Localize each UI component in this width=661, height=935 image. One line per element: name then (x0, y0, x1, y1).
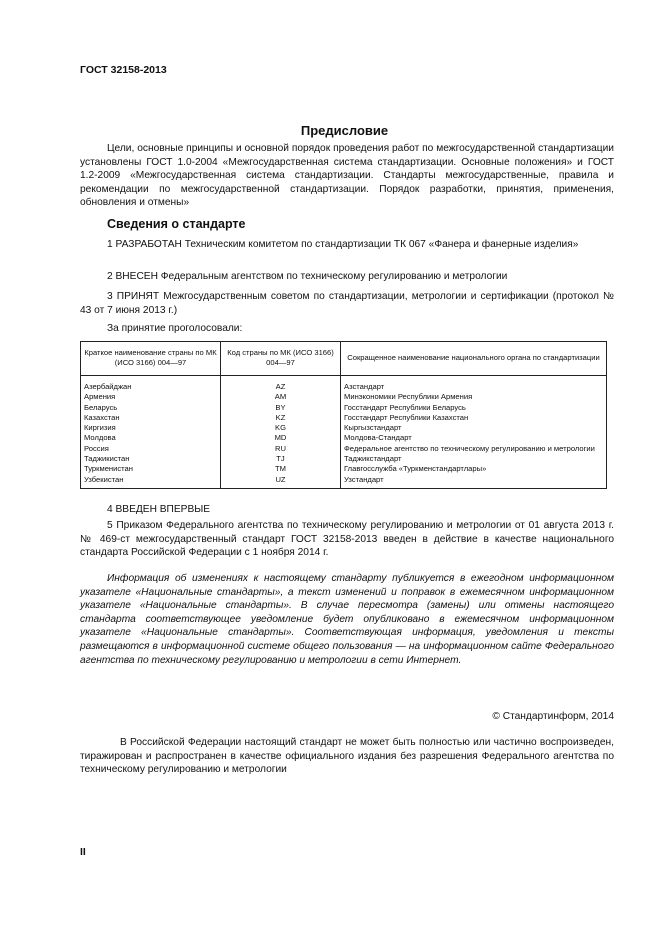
info-title: Сведения о стандарте (107, 217, 246, 231)
voting-table (80, 341, 607, 489)
country-cell: Туркменистан (81, 464, 221, 474)
country-cell: Россия (81, 444, 221, 454)
changes-notice: Информация об изменениях к настоящему стандарту публикуется в ежегодном информационном указателе «Национальные стандарты», а текст изменений и поправок в ежемесячном информационном указателе «Национальные стандарты». В случае пересмотра (замены) или отмены настоящего стандарта соответствующее уведомление будет опубликовано в ежемесячном информационном указателе «Национальные стандарты». Соответствующая информация, уведомления и тексты размещаются в информационной системе общего пользования — на информационном сайте Федерального агентства по техническому регулированию и метрологии в сети Интернет. (80, 573, 614, 666)
country-cell: Казахстан (81, 413, 221, 423)
code-cell: BY (221, 403, 341, 413)
voted-label: За принятие проголосовали: (107, 323, 243, 334)
code-cell: AM (221, 392, 341, 402)
code-cell: TM (221, 464, 341, 474)
table-row (81, 403, 607, 413)
copyright: © Стандартинформ, 2014 (492, 711, 614, 722)
body-cell: Кыргызстандарт (341, 423, 607, 433)
code-cell: AZ (221, 376, 341, 393)
body-cell: Узстандарт (341, 475, 607, 489)
info-item-2: 2 ВНЕСЕН Федеральным агентством по техническому регулированию и метрологии (107, 271, 508, 282)
body-cell: Главгосслужба «Туркменстандартлары» (341, 464, 607, 474)
header-body: Сокращенное наименование национального органа по стандартизации (341, 342, 607, 376)
info-item-3: 3 ПРИНЯТ Межгосударственным советом по стандартизации, метрологии и сертификации (протокол № 43 от 7 июня 2013 г.) (80, 291, 614, 316)
code-cell: UZ (221, 475, 341, 489)
table-row (81, 444, 607, 454)
body-cell: Госстандарт Республики Казахстан (341, 413, 607, 423)
country-cell: Армения (81, 392, 221, 402)
table-row (81, 464, 607, 474)
page-number: II (80, 846, 86, 858)
info-item-1: 1 РАЗРАБОТАН Техническим комитетом по стандартизации ТК 067 «Фанера и фанерные изделия» (107, 239, 579, 250)
body-cell: Молдова-Стандарт (341, 433, 607, 443)
body-cell: Минэкономики Республики Армения (341, 392, 607, 402)
country-cell: Молдова (81, 433, 221, 443)
country-cell: Беларусь (81, 403, 221, 413)
table-row (81, 454, 607, 464)
country-cell: Азербайджан (81, 376, 221, 393)
document-id: ГОСТ 32158-2013 (80, 64, 167, 76)
code-cell: RU (221, 444, 341, 454)
country-cell: Узбекистан (81, 475, 221, 489)
foreword-title: Предисловие (300, 123, 389, 138)
table-row (81, 433, 607, 443)
body-cell: Азстандарт (341, 376, 607, 393)
info-item-4: 4 ВВЕДЕН ВПЕРВЫЕ (107, 504, 211, 515)
body-cell: Госстандарт Республики Беларусь (341, 403, 607, 413)
table-row (81, 423, 607, 433)
foreword-text: Цели, основные принципы и основной порядок проведения работ по межгосударственной стандартизации установлены ГОСТ 1.0-2004 «Межгосударственная система стандартизации. Основные положения» и ГОСТ 1.2-2009 «Межгосударственная система стандартизации. Стандарты межгосударственные, правила и рекомендации по межгосударственной стандартизации. Порядок разработки, принятия, применения, обновления и отмены» (80, 143, 614, 209)
country-cell: Таджикистан (81, 454, 221, 464)
code-cell: KG (221, 423, 341, 433)
table-row (81, 376, 607, 393)
header-code: Код страны по МК (ИСО 3166) 004—97 (221, 342, 341, 376)
code-cell: KZ (221, 413, 341, 423)
header-country: Краткое наименование страны по МК (ИСО 3166) 004—97 (81, 342, 221, 376)
body-cell: Таджикстандарт (341, 454, 607, 464)
info-item-5: 5 Приказом Федерального агентства по техническому регулированию и метрологии от 01 августа 2013 г. № 469-ст межгосударственный стандарт ГОСТ 32158-2013 введен в действие в качестве национального стандарта Российской Федерации с 1 ноября 2014 г. (80, 520, 614, 559)
rights-notice: В Российской Федерации настоящий стандарт не может быть полностью или частично воспроизведен, тиражирован и распространен в качестве официального издания без разрешения Федерального агентства по техническому регулированию и метрологии (80, 737, 614, 776)
code-cell: TJ (221, 454, 341, 464)
table-row (81, 413, 607, 423)
country-cell: Киргизия (81, 423, 221, 433)
body-cell: Федеральное агентство по техническому регулированию и метрологии (341, 444, 607, 454)
code-cell: MD (221, 433, 341, 443)
table-row (81, 392, 607, 402)
table-row (81, 475, 607, 489)
table-header-row (81, 342, 607, 376)
